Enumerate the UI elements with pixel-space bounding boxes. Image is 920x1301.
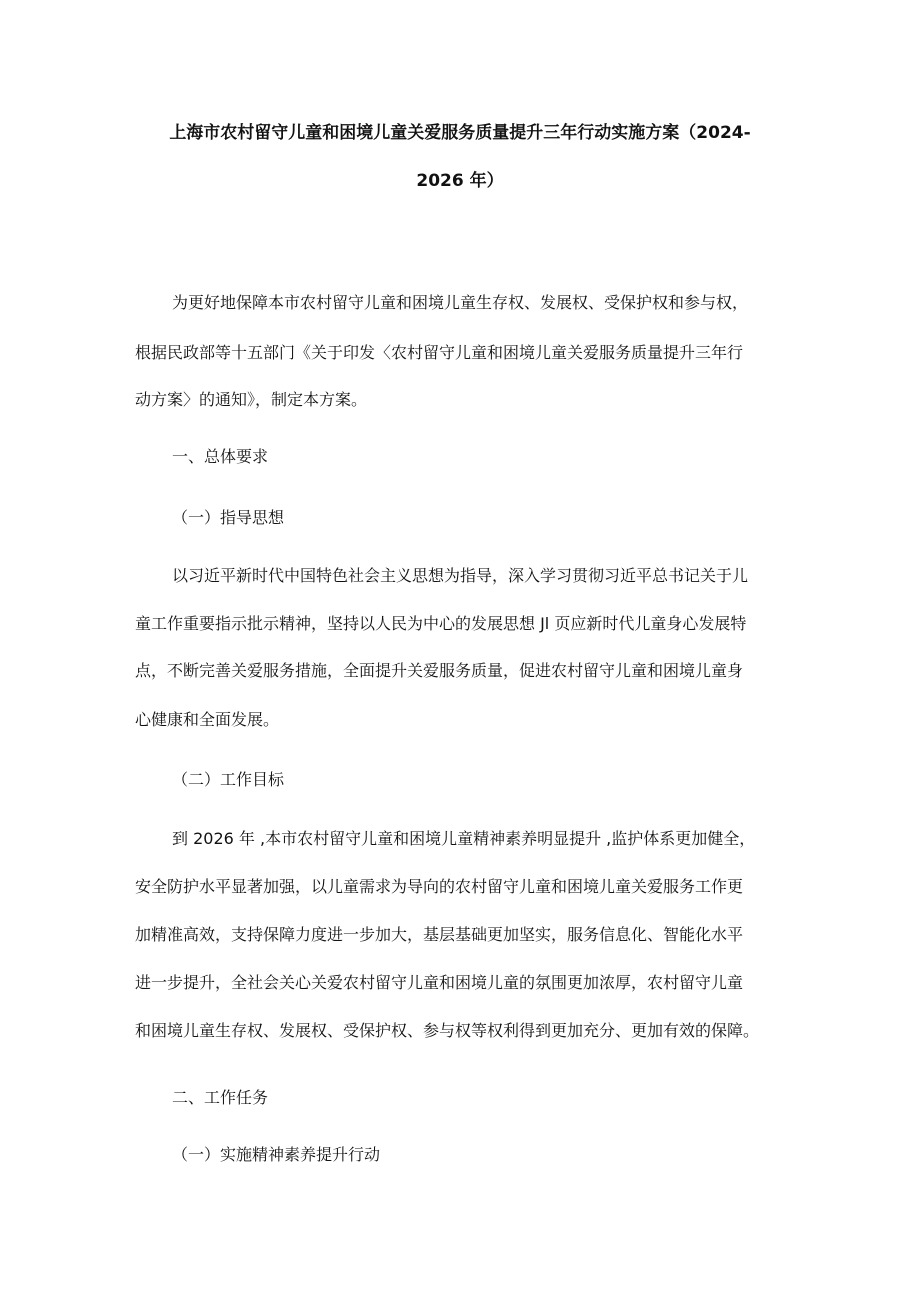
intro-line: 为更好地保障本市农村留守儿童和困境儿童生存权、发展权、受保护权和参与权， <box>172 293 749 312</box>
work-goal-line: 进一步提升，全社会关心关爱农村留守儿童和困境儿童的氛围更加浓厚，农村留守儿童 <box>135 973 744 992</box>
intro-line: 动方案〉的通知》，制定本方案。 <box>135 390 368 409</box>
subsection-heading-work-goal: （二）工作目标 <box>172 770 285 789</box>
document-title-line-1: 上海市农村留守儿童和困境儿童关爱服务质量提升三年行动实施方案（2024- <box>169 123 751 143</box>
section-heading-1: 一、总体要求 <box>172 447 269 466</box>
work-goal-line: 加精准高效，支持保障力度进一步加大，基层基础更加坚实，服务信息化、智能化水平 <box>135 925 744 944</box>
document-title-line-2: 2026 年） <box>416 171 504 191</box>
subsection-heading-guiding-thought: （一）指导思想 <box>172 508 285 527</box>
intro-line: 根据民政部等十五部门《关于印发〈农村留守儿童和困境儿童关爱服务质量提升三年行 <box>135 343 744 362</box>
guiding-thought-line: 以习近平新时代中国特色社会主义思想为指导，深入学习贯彻习近平总书记关于儿 <box>172 566 749 585</box>
section-heading-2: 二、工作任务 <box>172 1088 269 1107</box>
guiding-thought-line: 点，不断完善关爱服务措施，全面提升关爱服务质量，促进农村留守儿童和困境儿童身 <box>135 661 744 680</box>
work-goal-line: 和困境儿童生存权、发展权、受保护权、参与权等权利得到更加充分、更加有效的保障。 <box>135 1021 760 1040</box>
guiding-thought-line: 童工作重要指示批示精神，坚持以人民为中心的发展思想 Jl 页应新时代儿童身心发展特 <box>135 614 747 633</box>
work-goal-line: 到 2026 年 ,本市农村留守儿童和困境儿童精神素养明显提升 ,监护体系更加健全， <box>172 829 756 848</box>
work-goal-line: 安全防护水平显著加强，以儿童需求为导向的农村留守儿童和困境儿童关爱服务工作更 <box>135 877 744 896</box>
subsection-heading-spiritual-literacy: （一）实施精神素养提升行动 <box>172 1145 381 1164</box>
guiding-thought-line: 心健康和全面发展。 <box>135 710 280 729</box>
